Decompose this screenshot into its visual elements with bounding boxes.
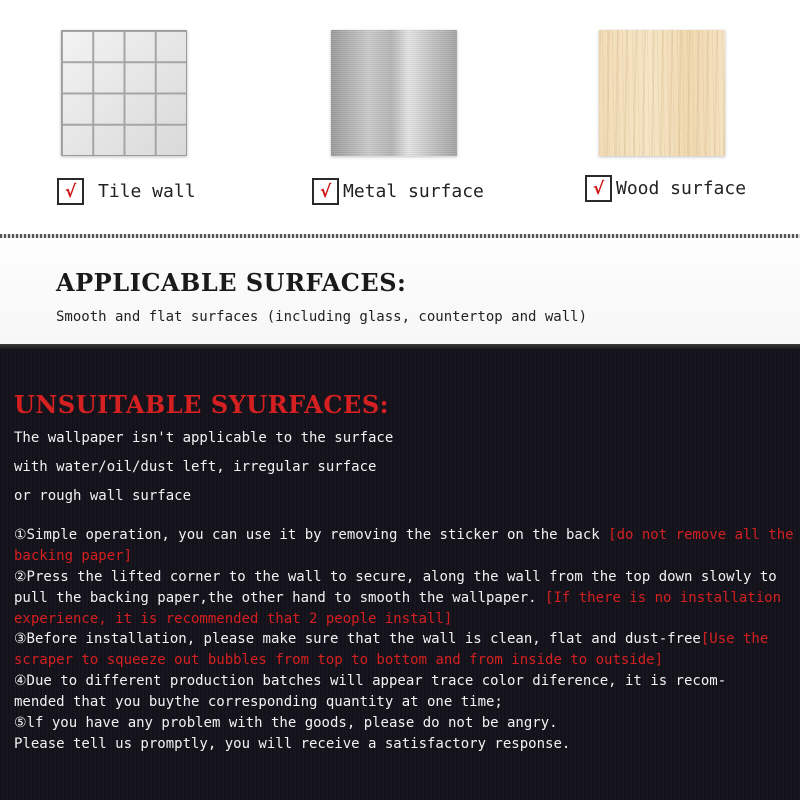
instruction-note-1 — [14, 525, 794, 567]
note-warning: [Use the scraper to squeeze out bubbles from top to bottom and from inside to outside] — [14, 631, 769, 668]
metal-surface-label: Metal surface — [343, 181, 484, 202]
instruction-note-4 — [14, 671, 794, 713]
applicable-section — [0, 238, 800, 344]
tile-wall-swatch — [61, 30, 187, 156]
unsuitable-line: The wallpaper isn't applicable to the surface — [14, 430, 394, 446]
checkmark-icon: √ — [312, 178, 339, 205]
note-text: ④Due to different production batches will appear trace color diference, it is recom- mended that you buythe corresponding quantity at one time; — [14, 673, 727, 710]
applicable-description: Smooth and flat surfaces (including glass, countertop and wall) — [56, 309, 588, 325]
metal-surface-option — [312, 178, 484, 205]
note-warning: [If there is no installation experience, it is recommended that 2 people install] — [14, 589, 782, 627]
instruction-note-5 — [14, 713, 794, 755]
surface-samples — [0, 0, 800, 238]
instruction-note-2 — [14, 567, 794, 629]
note-text: ①Simple operation, you can use it by removing the sticker on the back — [14, 527, 609, 543]
unsuitable-section — [0, 344, 800, 800]
unsuitable-title: UNSUITABLE SYURFACES: — [14, 390, 390, 419]
checkmark-icon: √ — [585, 175, 612, 202]
note-text: ②Press the lifted corner to the wall to secure, along the wall from the top down slowly to pull the backing paper,the other hand to smooth the wallpaper. — [14, 569, 777, 606]
checkmark-icon: √ — [57, 178, 84, 205]
instruction-note-3 — [14, 629, 794, 671]
note-text: ⑤lf you have any problem with the goods, please do not be angry. Please tell us promptly, you will receive a satisfactory response. — [14, 715, 571, 752]
applicable-title: APPLICABLE SURFACES: — [56, 268, 407, 297]
unsuitable-line: with water/oil/dust left, irregular surface — [14, 459, 377, 475]
tile-wall-option — [57, 178, 196, 205]
note-text: ③Before installation, please make sure that the wall is clean, flat and dust-free — [14, 631, 701, 647]
note-warning: [do not remove all the backing paper] — [14, 527, 794, 564]
wood-surface-label: Wood surface — [616, 178, 747, 199]
tile-wall-label: Tile wall — [98, 181, 196, 202]
wood-surface-option — [585, 175, 746, 202]
unsuitable-line: or rough wall surface — [14, 488, 192, 504]
metal-surface-swatch — [331, 30, 457, 156]
wood-surface-swatch — [599, 30, 725, 156]
